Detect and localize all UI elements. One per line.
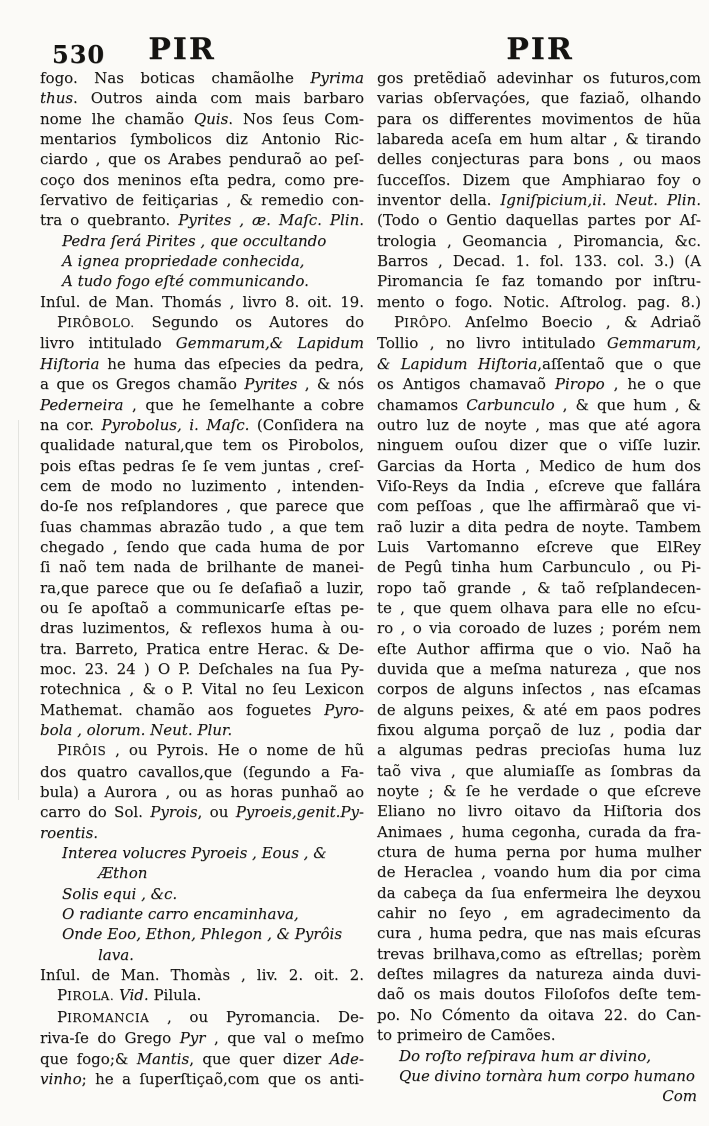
text-line bbox=[40, 557, 364, 577]
text-line bbox=[377, 170, 701, 190]
text-line bbox=[377, 312, 701, 333]
body-text: to primeiro de Camões. bbox=[377, 1026, 556, 1045]
text-line bbox=[377, 801, 701, 821]
body-text: A tudo fogo eſté communicando. bbox=[62, 272, 309, 291]
text-line bbox=[40, 985, 364, 1006]
text-line bbox=[40, 435, 364, 455]
body-text: de Heraclea , voando hum dia por cima bbox=[377, 863, 701, 882]
text-line bbox=[377, 517, 701, 537]
text-line bbox=[377, 944, 701, 964]
body-text: he huma das eſpecies da pedra, bbox=[99, 354, 364, 373]
body-text: daõ os mais doutos Filoſofos deſte tem- bbox=[377, 985, 701, 1004]
italic-text: Mantis bbox=[136, 1049, 190, 1068]
entry-headword: IRÔIS bbox=[67, 744, 107, 759]
body-text: , que val o meſmo bbox=[205, 1029, 364, 1048]
body-text: carro do Sol. bbox=[40, 803, 151, 822]
text-line bbox=[377, 231, 701, 251]
body-text: noyte ; & ſe he verdade o que eſcreve bbox=[377, 782, 701, 801]
body-text: , he o que bbox=[604, 375, 701, 394]
body-text: Piromancia ſe faz tomando por inſtru- bbox=[377, 272, 701, 291]
text-line bbox=[377, 1025, 701, 1045]
body-text: cem de modo no luzimento , intenden- bbox=[40, 476, 364, 495]
body-text: O radiante carro encaminhava, bbox=[62, 905, 299, 924]
text-line bbox=[377, 456, 701, 476]
body-text: labareda aceſa em hum altar , & tirando bbox=[377, 130, 701, 149]
body-text: , ou bbox=[197, 803, 236, 822]
body-text: Pilula. bbox=[148, 986, 202, 1005]
body-text: Barros , Decad. 1. fol. 133. col. 3.) (A bbox=[377, 252, 701, 271]
text-line bbox=[377, 822, 701, 842]
italic-text: Pyr bbox=[179, 1029, 206, 1048]
text-line bbox=[377, 395, 701, 415]
text-line bbox=[40, 415, 364, 435]
text-line bbox=[377, 1005, 701, 1025]
page-header bbox=[0, 0, 709, 68]
body-text: Segundo os Autores do bbox=[134, 313, 364, 332]
body-text: ſervativo de feitiçarias , & remedio con- bbox=[40, 191, 364, 210]
body-text: ropo taõ grande , & taõ reſplandecen- bbox=[377, 578, 701, 597]
body-text: Do roſto reſpirava hum ar divino, bbox=[399, 1046, 652, 1065]
text-line bbox=[40, 598, 364, 618]
body-text: nome lhe chamão bbox=[40, 109, 194, 128]
text-line bbox=[40, 618, 364, 638]
text-line bbox=[40, 231, 364, 251]
running-title-left: PIR bbox=[148, 32, 216, 67]
body-text: moc. 23. 24 ) O P. Deſchales na ſua Py- bbox=[40, 659, 364, 678]
text-line bbox=[40, 149, 364, 169]
scan-fold-line bbox=[18, 420, 19, 800]
text-line bbox=[40, 782, 364, 802]
text-line bbox=[377, 271, 701, 291]
body-text: duvida que a meſma natureza , que nos bbox=[377, 659, 701, 678]
body-text: Luis Vartomanno eſcreve que ElRey bbox=[377, 537, 701, 556]
body-text: Interea volucres Pyroeis , Eous , & bbox=[62, 844, 327, 863]
text-columns bbox=[40, 68, 701, 1107]
text-line bbox=[40, 170, 364, 190]
body-text: bula) a Aurora , ou as horas punhaõ ao bbox=[40, 783, 364, 802]
entry-headword: IRÔBOLO. bbox=[67, 316, 135, 331]
text-line bbox=[377, 88, 701, 108]
body-text: ro , o via coroado de luzes ; porém nem bbox=[377, 619, 701, 638]
body-text: livro intitulado bbox=[40, 334, 176, 353]
text-line bbox=[40, 1069, 364, 1089]
italic-text: & Lapidum Hiſtoria bbox=[377, 354, 538, 373]
body-text: de Pegû tinha hum Carbunculo , ou Pi- bbox=[377, 558, 701, 577]
body-text: (Todo o Gentio daquellas partes por Aſ- bbox=[377, 211, 701, 230]
body-text: , que he ſemelhante a cobre bbox=[123, 395, 364, 414]
body-text: a que os Gregos chamão bbox=[40, 375, 245, 394]
text-line bbox=[40, 109, 364, 129]
italic-text: Pederneira bbox=[40, 395, 124, 414]
text-line bbox=[377, 964, 701, 984]
text-line bbox=[377, 740, 701, 760]
body-text: pois eſtas pedras ſe ſe vem juntas , creſ- bbox=[40, 456, 364, 475]
body-text: corpos de alguns inſectos , nas eſcamas bbox=[377, 680, 701, 699]
body-text: varias obſervaçóes, que faziaõ, olhando bbox=[377, 89, 701, 108]
body-text: ; he a ſuperſtiçaõ,com que os anti- bbox=[81, 1069, 364, 1088]
text-line bbox=[40, 374, 364, 394]
text-line bbox=[40, 456, 364, 476]
body-text: taõ viva , que alumiaſſe as ſombras da bbox=[377, 761, 701, 780]
italic-text: Pyrois bbox=[150, 803, 198, 822]
text-line bbox=[40, 517, 364, 537]
body-text: raõ luzir a dita pedra de noyte. Tambem bbox=[377, 517, 701, 536]
italic-text: Pyrites , æ. Maſc. Plin. bbox=[178, 211, 365, 230]
text-line bbox=[377, 883, 701, 903]
body-text: coço dos meninos eſta pedra, como pre- bbox=[40, 170, 364, 189]
text-line bbox=[40, 924, 364, 944]
text-line bbox=[377, 781, 701, 801]
body-text: ciardo , que os Arabes penduraõ ao peſ- bbox=[40, 150, 364, 169]
text-line bbox=[377, 761, 701, 781]
text-line bbox=[377, 68, 701, 88]
text-line bbox=[40, 965, 364, 985]
body-text: P bbox=[57, 986, 68, 1005]
text-line bbox=[377, 496, 701, 516]
body-text: qualidade natural,que tem os Pirobolos, bbox=[40, 436, 364, 455]
text-line bbox=[40, 395, 364, 415]
text-line bbox=[40, 700, 364, 720]
entry-headword: IRÔPO. bbox=[404, 316, 452, 331]
body-text: cura , huma pedra, que nas mais eſcuras bbox=[377, 924, 701, 943]
italic-text: Pyrima bbox=[310, 69, 364, 87]
body-text: lava. bbox=[98, 945, 134, 964]
body-text: da cabeça da ſua enfermeira lhe deyxou bbox=[377, 883, 701, 902]
text-line bbox=[377, 109, 701, 129]
text-line bbox=[40, 679, 364, 699]
italic-text: Carbunculo bbox=[466, 395, 555, 414]
italic-text: Pyrobolus, i. Maſc. bbox=[101, 415, 250, 434]
text-line bbox=[377, 415, 701, 435]
body-text: , ou Pyromancia. De- bbox=[149, 1007, 364, 1026]
body-text: eſte Author affirma que o vio. Naõ ha bbox=[377, 639, 701, 658]
entry-headword: IROLA. bbox=[67, 989, 115, 1004]
text-line bbox=[377, 149, 701, 169]
body-text: trologia , Geomancia , Piromancia, &c. bbox=[377, 231, 701, 250]
text-line bbox=[40, 823, 364, 843]
body-text: Æthon bbox=[98, 864, 148, 883]
text-line bbox=[377, 679, 701, 699]
body-text: para os differentes movimentos de hũa bbox=[377, 109, 701, 128]
text-line bbox=[377, 292, 701, 312]
body-text: Anſelmo Boecio , & Adriaõ bbox=[451, 313, 701, 332]
text-line bbox=[40, 659, 364, 679]
body-text: do-ſe nos reſplandores , que parece que bbox=[40, 497, 364, 516]
text-line bbox=[377, 903, 701, 923]
italic-text: Piropo bbox=[554, 375, 605, 394]
text-line bbox=[377, 700, 701, 720]
italic-text: Ade- bbox=[329, 1049, 364, 1068]
text-line bbox=[40, 762, 364, 782]
body-text: Inſul. de Man. Thomás , livro 8. oit. 19. bbox=[40, 292, 364, 311]
text-line bbox=[40, 251, 364, 271]
body-text: , ou Pyrois. He o nome de hũ bbox=[106, 741, 364, 760]
body-text: fogo. Nas boticas chamãolhe bbox=[40, 69, 311, 87]
italic-text: Gemmarum, bbox=[606, 334, 701, 353]
body-text: Onde Eoo, Ethon, Phlegon , & Pyrôis bbox=[62, 925, 343, 944]
text-line bbox=[377, 578, 701, 598]
body-text: chamamos bbox=[377, 395, 467, 414]
text-line bbox=[377, 862, 701, 882]
body-text: na cor. bbox=[40, 415, 102, 434]
body-text: (Conſidera na bbox=[249, 415, 364, 434]
text-line bbox=[40, 476, 364, 496]
italic-text: roentis. bbox=[40, 823, 99, 842]
text-line bbox=[377, 618, 701, 638]
page-number: 530 bbox=[52, 40, 106, 69]
italic-text: vinho bbox=[40, 1069, 82, 1088]
italic-text: Gemmarum,& Lapidum bbox=[175, 334, 365, 353]
text-line bbox=[377, 639, 701, 659]
text-line bbox=[377, 1086, 701, 1106]
body-text: P bbox=[57, 1007, 68, 1026]
text-line bbox=[40, 1049, 364, 1069]
text-line bbox=[377, 374, 701, 394]
text-line bbox=[40, 271, 364, 291]
body-text: outro luz de noyte , mas que até agora bbox=[377, 415, 701, 434]
body-text: Pedra ſerá Pirites , que occultando bbox=[62, 231, 327, 250]
body-text: deſtes milagres da natureza ainda duvi- bbox=[377, 965, 701, 984]
body-text: a algumas pedras precioſas huma luz bbox=[377, 741, 701, 760]
body-text: ſucceſſos. Dizem que Amphiarao foy o bbox=[377, 170, 701, 189]
body-text: ctura de huma perna por huma mulher bbox=[377, 843, 701, 862]
text-line bbox=[377, 984, 701, 1004]
text-line bbox=[40, 292, 364, 312]
body-text: Com bbox=[662, 1087, 697, 1106]
body-text: chegado , ſendo que cada huma de por bbox=[40, 537, 364, 556]
body-text: tra o quebranto. bbox=[40, 211, 179, 230]
body-text: rotechnica , & o P. Vital no ſeu Lexicon bbox=[40, 680, 364, 699]
text-line bbox=[377, 476, 701, 496]
body-text: ou ſe apoſtaõ a communicarſe eſtas pe- bbox=[40, 598, 364, 617]
body-text: , que quer dizer bbox=[189, 1049, 330, 1068]
text-line bbox=[377, 923, 701, 943]
text-line bbox=[40, 740, 364, 761]
text-line bbox=[377, 251, 701, 271]
body-text: Viſo-Reys da India , eſcreve que fallára bbox=[377, 476, 701, 495]
body-text: com peſſoas , que lhe affirmàraõ que vi- bbox=[377, 497, 701, 516]
italic-text: thus bbox=[40, 89, 74, 108]
text-line bbox=[40, 190, 364, 210]
body-text: delles conjecturas para bons , ou maos bbox=[377, 150, 701, 169]
running-title-right: PIR bbox=[506, 32, 574, 67]
body-text: de alguns peixes, & até em paos podres bbox=[377, 700, 701, 719]
text-line bbox=[40, 802, 364, 822]
body-text: tra. Barreto, Pratica entre Herac. & De- bbox=[40, 639, 364, 658]
text-line bbox=[377, 1046, 701, 1066]
text-line bbox=[377, 1066, 701, 1086]
body-text: dos quatro cavallos,que (ſegundo a Fa- bbox=[40, 762, 364, 781]
text-line bbox=[40, 578, 364, 598]
body-text: mentarios ſymbolicos diz Antonio Ric- bbox=[40, 130, 364, 149]
body-text: cahir no ſeyo , em agradecimento da bbox=[377, 904, 701, 923]
body-text: te , que quem olhava para elle no eſcu- bbox=[377, 598, 701, 617]
body-text: trevas brilhava,como as eſtrellas; porèm bbox=[377, 944, 701, 963]
body-text: mento o fogo. Notic. Aſtrolog. pag. 8.) bbox=[377, 292, 701, 311]
text-line bbox=[40, 68, 364, 88]
body-text: Garcias da Horta , Medico de hum dos bbox=[377, 456, 701, 475]
text-line bbox=[40, 537, 364, 557]
text-line bbox=[40, 904, 364, 924]
body-text: ſuas chammas abrazão tudo , a que tem bbox=[40, 517, 364, 536]
text-line bbox=[40, 1028, 364, 1048]
text-line bbox=[377, 557, 701, 577]
text-line bbox=[377, 333, 701, 353]
body-text: fixou alguma porçaõ de luz , podia dar bbox=[377, 721, 701, 739]
text-line bbox=[40, 945, 364, 965]
text-line bbox=[377, 435, 701, 455]
text-line bbox=[377, 354, 701, 374]
italic-text: Pyrites bbox=[244, 375, 298, 394]
body-text: Tollio , no livro intitulado bbox=[377, 334, 607, 353]
body-text: gos pretẽdiaõ adevinhar os futuros,com bbox=[377, 69, 701, 87]
body-text: ninguem ouſou dizer que o viſſe luzir. bbox=[377, 436, 701, 455]
text-line bbox=[40, 843, 364, 863]
body-text: riva-ſe do Grego bbox=[40, 1029, 180, 1048]
text-line bbox=[377, 210, 701, 230]
text-line bbox=[377, 129, 701, 149]
body-text: ra,que parece que ou ſe deſafiaõ a luzir, bbox=[40, 578, 364, 597]
body-text: P bbox=[57, 313, 68, 332]
text-line bbox=[40, 639, 364, 659]
left-column bbox=[40, 68, 364, 1107]
italic-text: Igniſpicium,ii. Neut. Plin. bbox=[500, 191, 701, 210]
body-text: Eliano no livro oitavo da Hiſtoria dos bbox=[377, 802, 701, 821]
text-line bbox=[40, 129, 364, 149]
body-text: A ignea propriedade conhecida, bbox=[62, 252, 305, 271]
body-text: dras luzimentos, & reflexos huma à ou- bbox=[40, 619, 364, 638]
body-text: P bbox=[57, 741, 68, 760]
text-line bbox=[377, 659, 701, 679]
text-line bbox=[40, 88, 364, 108]
body-text: , & que hum , & bbox=[554, 395, 701, 414]
italic-text: Hiſtoria bbox=[40, 354, 100, 373]
italic-text: Pyro- bbox=[324, 700, 364, 719]
text-line bbox=[40, 210, 364, 230]
body-text: . Nos ſeus Com- bbox=[228, 109, 364, 128]
body-text: Animaes , huma cegonha, curada da fra- bbox=[377, 822, 701, 841]
text-line bbox=[40, 863, 364, 883]
body-text: Que divino tornàra hum corpo humano bbox=[399, 1066, 695, 1085]
body-text: os Antigos chamavaõ bbox=[377, 375, 555, 394]
body-text: inventor della. bbox=[377, 191, 501, 210]
body-text: Solis equi , &c. bbox=[62, 884, 178, 903]
text-line bbox=[377, 598, 701, 618]
text-line bbox=[40, 884, 364, 904]
right-column bbox=[377, 68, 701, 1107]
text-line bbox=[40, 720, 364, 740]
body-text: . Outros ainda com mais barbaro bbox=[73, 89, 364, 108]
text-line bbox=[40, 333, 364, 353]
italic-text: Pyroeis,genit.Py- bbox=[235, 803, 364, 822]
text-line bbox=[377, 190, 701, 210]
body-text: po. No Cómento da oitava 22. do Can- bbox=[377, 1005, 701, 1024]
body-text: Mathemat. chamão aos foguetes bbox=[40, 700, 325, 719]
body-text: Inſul. de Man. Thomàs , liv. 2. oit. 2. bbox=[40, 966, 364, 985]
text-line bbox=[377, 842, 701, 862]
italic-text: Vid. bbox=[118, 986, 149, 1005]
text-line bbox=[40, 1007, 364, 1028]
text-line bbox=[40, 312, 364, 333]
italic-text: Quis bbox=[193, 109, 229, 128]
text-line bbox=[40, 354, 364, 374]
body-text: P bbox=[394, 313, 405, 332]
text-line bbox=[40, 496, 364, 516]
body-text: , & nós bbox=[297, 375, 364, 394]
text-line bbox=[377, 537, 701, 557]
text-line bbox=[377, 720, 701, 740]
body-text: que fogo;& bbox=[40, 1049, 137, 1068]
entry-headword: IROMANCIA bbox=[67, 1010, 150, 1025]
body-text: ,aſſentaõ que o que bbox=[537, 354, 702, 373]
italic-text: bola , olorum. Neut. Plur. bbox=[40, 721, 233, 739]
body-text: ſi naõ tem nada de brilhante de manei- bbox=[40, 558, 364, 577]
